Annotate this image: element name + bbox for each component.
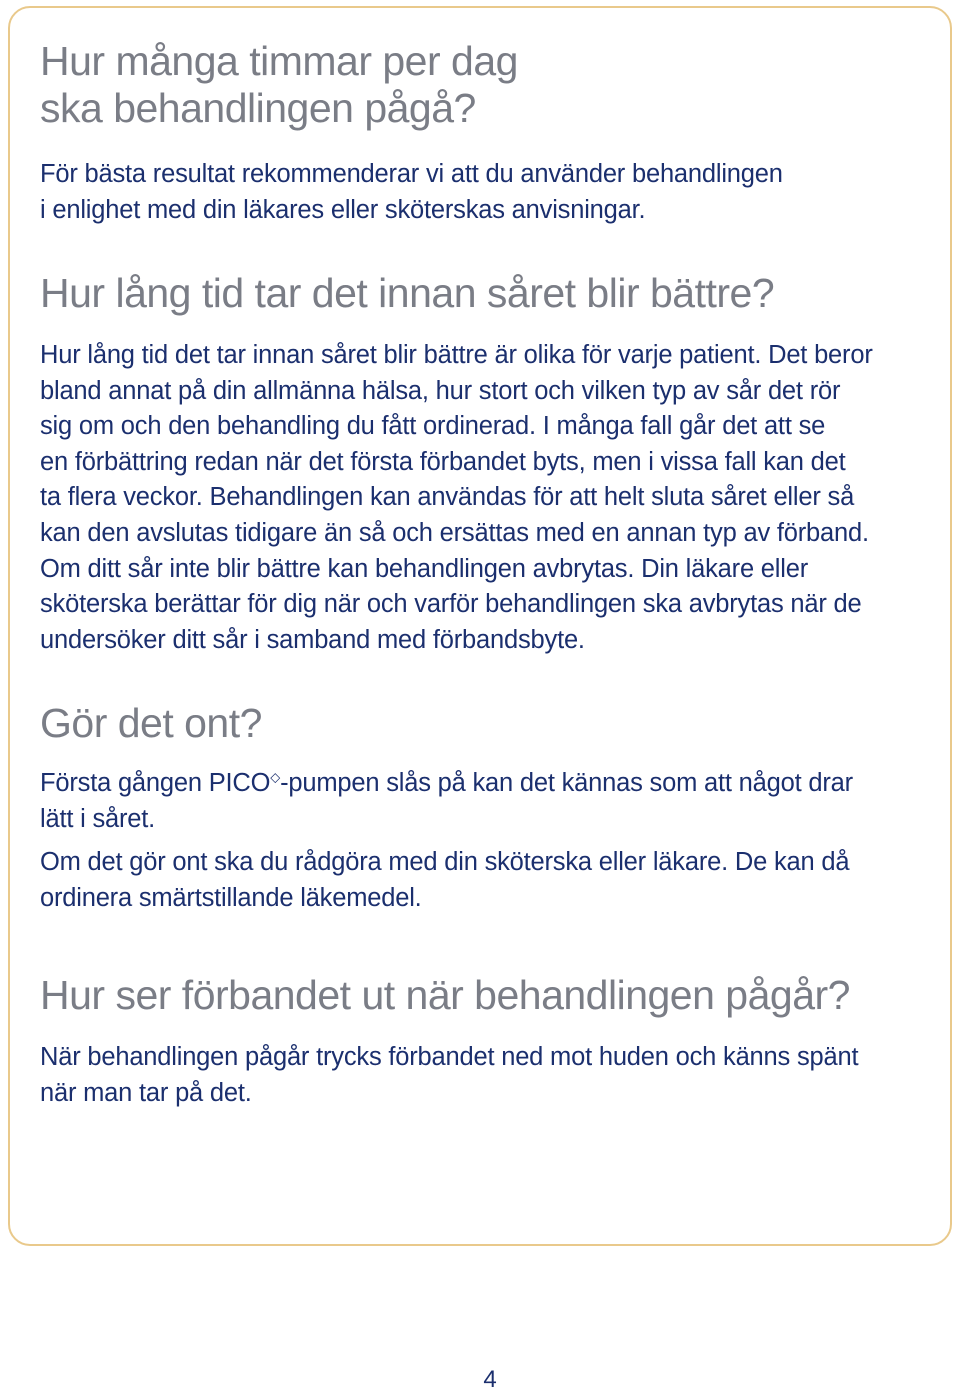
text-line: när man tar på det.: [40, 1078, 252, 1107]
text-fragment: -pumpen slås på kan det kännas som att något drar: [280, 769, 853, 797]
text-line: kan den avslutas tidigare än så och ersättas med en annan typ av förband.: [40, 518, 869, 547]
text-line: sig om och den behandling du fått ordinerad. I många fall går det att se: [40, 412, 826, 441]
text-line: När behandlingen pågår trycks förbandet ned mot huden och känns spänt: [40, 1043, 859, 1071]
text-line: lätt i såret.: [40, 804, 156, 833]
text-line: Om ditt sår inte blir bättre kan behandlingen avbrytas. Din läkare eller: [40, 554, 808, 583]
text-fragment: Första gången PICO: [40, 769, 271, 797]
paragraph-dressing: [40, 1040, 940, 1111]
paragraph-pain-2: [40, 845, 940, 916]
text-line: Om det gör ont ska du rådgöra med din sköterska eller läkare. De kan då: [40, 848, 850, 876]
text-line: För bästa resultat rekommenderar vi att du använder behandlingen: [40, 160, 783, 188]
heading-dressing: Hur ser förbandet ut när behandlingen pågår?: [40, 972, 850, 1018]
text-line: en förbättring redan när det första förbandet byts, men i vissa fall kan det: [40, 447, 846, 476]
paragraph-hours: [40, 157, 940, 228]
heading-healing: Hur lång tid tar det innan såret blir bättre?: [40, 270, 775, 316]
text-line: [40, 766, 940, 802]
text-line: undersöker ditt sår i samband med förbandsbyte.: [40, 625, 585, 654]
text-line: sköterska berättar för dig när och varför behandlingen ska avbrytas när de: [40, 590, 862, 619]
paragraph-healing: [40, 338, 940, 658]
heading-pain: Gör det ont?: [40, 700, 262, 746]
heading-line: Hur många timmar per dag: [40, 38, 518, 84]
paragraph-pain-1: [40, 766, 940, 837]
heading-hours: [40, 38, 518, 132]
text-line: ta flera veckor. Behandlingen kan användas för att helt sluta såret eller så: [40, 483, 855, 512]
text-line: bland annat på din allmänna hälsa, hur stort och vilken typ av sår det rör: [40, 376, 841, 405]
text-line: Hur lång tid det tar innan såret blir bättre är olika för varje patient. Det beror: [40, 341, 873, 369]
text-line: ordinera smärtstillande läkemedel.: [40, 883, 422, 912]
heading-line: ska behandlingen pågå?: [40, 85, 476, 131]
page-number: 4: [483, 1366, 497, 1393]
diamond-mark-icon: ◇: [270, 769, 281, 785]
text-line: i enlighet med din läkares eller sköterskas anvisningar.: [40, 195, 646, 224]
